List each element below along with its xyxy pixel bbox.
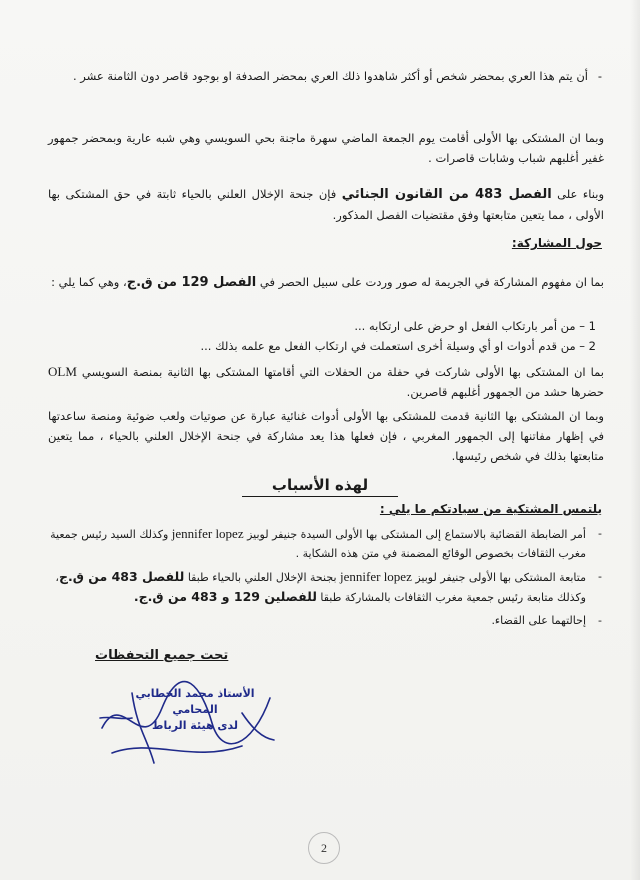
requests-list xyxy=(40,524,604,634)
lawyer-signature-stamp xyxy=(92,668,282,778)
page-number: 2 xyxy=(308,832,340,864)
stamp-bar: لدى هيئة الرباط xyxy=(152,719,238,732)
numbered-list xyxy=(48,316,596,356)
heading-reservations: تحت جميع التحفظات xyxy=(95,648,229,663)
heading-participation: حول المشاركة: xyxy=(511,236,602,250)
paragraph-article-129: بما ان مفهوم المشاركة في الجريمة له صور وردت على سبيل الحصر في الفصل 129 من ق.ج، وهي كما يلي : xyxy=(51,275,604,290)
list-item: 2 – من قدم أدوات او أي وسيلة أخرى استعملت في ارتكاب الفعل مع علمه بذلك ... xyxy=(200,339,596,353)
page-edge-shadow xyxy=(630,0,640,880)
list-item: 1 – من أمر بارتكاب الفعل او حرض على ارتكابه ... xyxy=(354,319,596,333)
request-item: - أمر الضابطة القضائية بالاستماع إلى المشتكى بها الأولى السيدة جنيفر لوبيز jennifer lopez وكذلك السيد رئيس جمعية مغرب الثقافات بخصوص الوقائع المضمنة في متن هذه الشكاية . xyxy=(40,524,604,563)
request-item: - متابعة المشتكى بها الأولى جنيفر لوبيز jennifer lopez بجنحة الإخلال العلني بالحياء طبقا للفصل 483 من ق.ج، وكذلك متابعة رئيس جمعية مغرب الثقافات بالمشاركة طبقا للفصلين 129 و 483 من ق.ج. xyxy=(40,567,604,607)
paragraph-party-event: وبما ان المشتكى بها الأولى أقامت يوم الجمعة الماضي سهرة ماجنة بحي السويسي وهي شبه عارية وبمحضر جمهور غفير أغلبهم شباب وشابات قاصرات . xyxy=(48,131,604,165)
request-item: - إحالتهما على القضاء. xyxy=(40,611,604,630)
stamp-name: الأستاذ محمد الخطابي xyxy=(135,687,255,700)
heading-reasons: لهذه الأسباب xyxy=(0,476,640,494)
paragraph-article-483: وبناء على الفصل 483 من القانون الجنائي فإن جنحة الإخلال العلني بالحياء ثابتة في حق المشتكى بها الأولى ، مما يتعين متابعتها وفق مقتضيات الفصل المذكور. xyxy=(48,187,604,222)
paragraph-witness-condition: - أن يتم هذا العري بمحضر شخص أو أكثر شاهدوا ذلك العري بمحضر الصدفة او بوجود قاصر دون الثامنة عشر . xyxy=(72,69,602,83)
paragraph-second-defendant: وبما ان المشتكى بها الثانية قدمت للمشتكى بها الأولى أدوات غنائية عبارة عن صوتيات ولعب ضوئية ومنصة ساعدتها في إظهار مفاتنها إلى الجمهور المغربي ، فإن فعلها هذا يعد مشاركة في جنحة الإخلال العلني بالحياء ، مما يتعين متابعتها بذلك في شخص رئيسها. xyxy=(48,409,604,463)
heading-request: يلتمس المشتكية من سيادتكم ما يلي : xyxy=(379,502,602,516)
stamp-title: المحامي xyxy=(172,703,218,716)
paragraph-first-defendant-participation: بما ان المشتكى بها الأولى شاركت في حفلة من الحفلات التي أقامتها المشتكى بها الثانية بمنصة السويسي OLM حضرها حشد من الجمهور أغلبهم قاصرين. xyxy=(48,364,604,399)
